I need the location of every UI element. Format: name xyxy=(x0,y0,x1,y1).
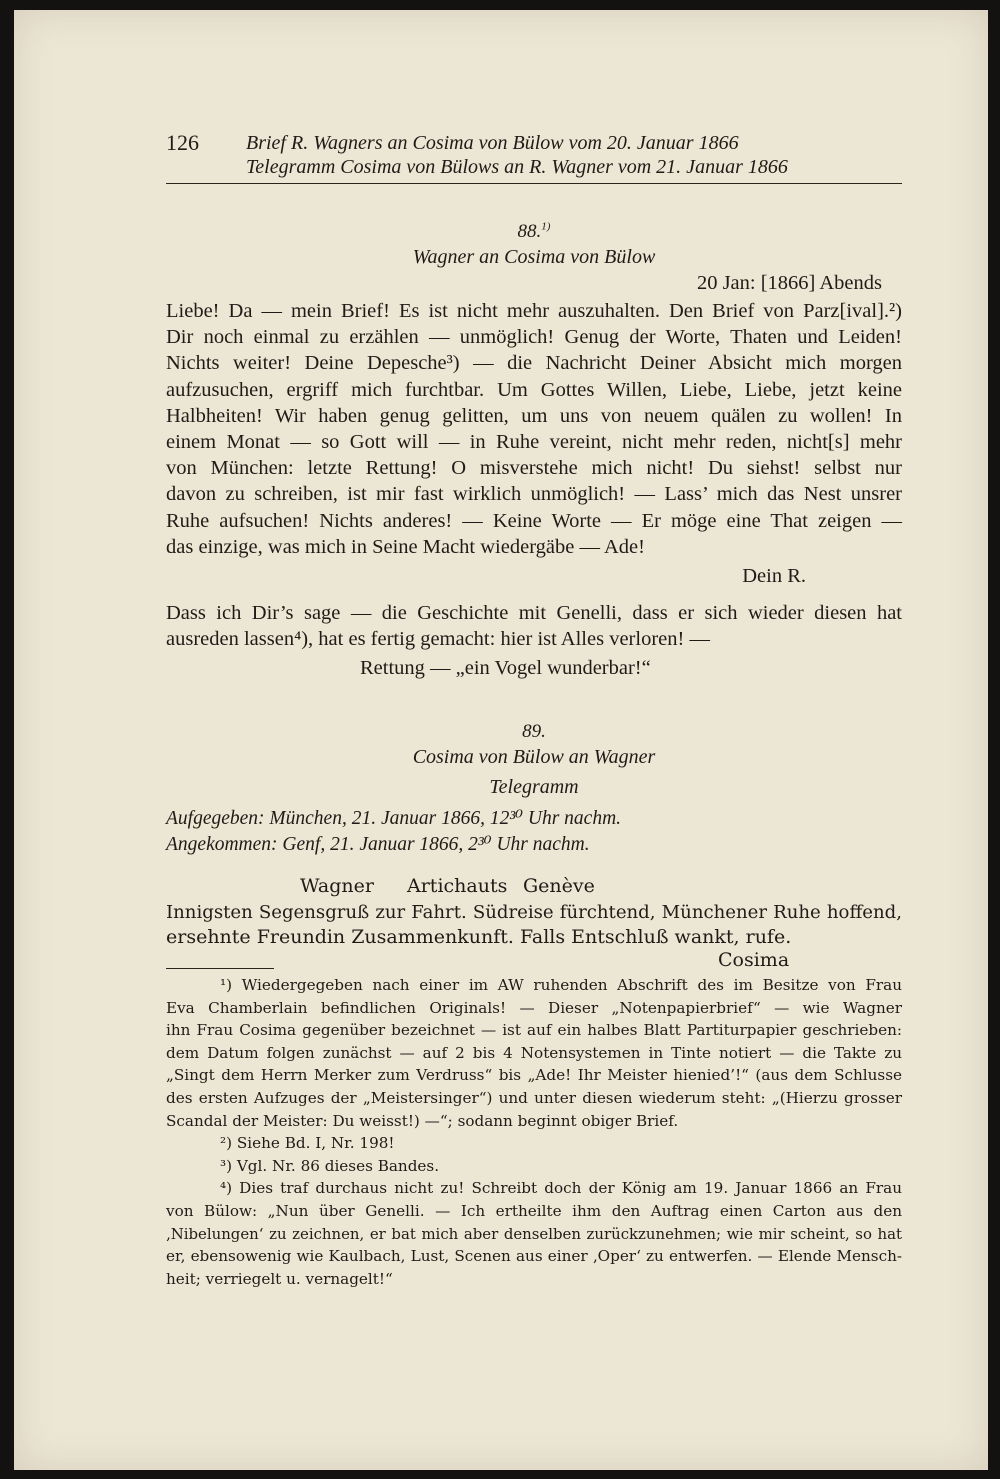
footnote-ref: 1) xyxy=(541,220,551,233)
body-line: von München: letzte Rettung! O misverstehe mich nicht! Du siehst! selbst nur xyxy=(166,457,902,480)
footnote-1-line: ihn Frau Cosima gegenüber bezeichnet — ist auf ein halbes Blatt Partiturpapier geschrieben: xyxy=(166,1021,902,1040)
letter-89-title: Cosima von Bülow an Wagner xyxy=(412,746,656,768)
footnote-1-line: ¹) Wiedergegeben nach einer im AW ruhenden Abschrift des im Besitze von Frau xyxy=(220,976,902,994)
letter-89-subtitle: Telegramm xyxy=(489,776,579,798)
footnote-1-line: dem Datum folgen zunächst — auf 2 bis 4 Notensystemen in Tinte notiert — die Takte zu xyxy=(166,1043,902,1062)
telegram-sent: Aufgegeben: München, 21. Januar 1866, 12³⁰ Uhr nachm. xyxy=(166,808,622,829)
telegram-line: Innigsten Segensgruß zur Fahrt. Südreise fürchtend, Münchener Ruhe hoffend, xyxy=(166,902,902,923)
ps-line: Dass ich Dir’s sage — die Geschichte mit Genelli, dass er sich wieder diesen hat xyxy=(166,602,902,624)
footnote-1-line: Scandal der Meister: Du weisst!) —“; sodann beginnt obiger Brief. xyxy=(166,1111,679,1130)
body-line: aufzusuchen, ergriff mich furchtbar. Um Gottes Willen, Liebe, Liebe, jetzt keine xyxy=(166,378,902,401)
telegram-address-street: Artichauts xyxy=(407,875,508,897)
footnote-1-line: Eva Chamberlain befindlichen Originals! — Dieser „Notenpapierbrief“ — wie Wagner xyxy=(166,998,902,1017)
telegram-address-name: Wagner xyxy=(300,875,374,897)
body-line: Nichts weiter! Deine Depesche³) — die Nachricht Deiner Absicht mich morgen xyxy=(166,352,902,375)
footnote-4-line: heit; verriegelt u. vernagelt!“ xyxy=(166,1269,393,1288)
ps-line: ausreden lassen⁴), hat es fertig gemacht: hier ist Alles verloren! — xyxy=(166,628,710,651)
footnote-4-line: von Bülow: „Nun über Genelli. — Ich ertheilte ihm den Auftrag einen Carton aus den xyxy=(166,1201,902,1220)
running-header-line-1: Brief R. Wagners an Cosima von Bülow vom 20. Januar 1866 xyxy=(246,132,739,154)
telegram-signature: Cosima xyxy=(718,949,790,971)
footnote-rule xyxy=(166,968,274,969)
header-rule xyxy=(166,183,902,184)
footnote-1-line: „Singt dem Herrn Merker zum Verdruss“ bis „Ade! Ihr Meister hienied’!“ (aus dem Schlusse xyxy=(166,1066,902,1085)
letter-88-signature: Dein R. xyxy=(742,565,806,587)
letter-88-title: Wagner an Cosima von Bülow xyxy=(412,246,656,268)
telegram-body xyxy=(166,900,902,950)
footnote-4-line: ⁴) Dies traf durchaus nicht zu! Schreibt doch der König am 19. Januar 1866 an Frau xyxy=(220,1179,902,1198)
body-line: Dir noch einmal zu erzählen — unmöglich! Genug der Worte, Thaten und Leiden! xyxy=(166,326,902,349)
running-header-line-2: Telegramm Cosima von Bülows an R. Wagner vom 21. Januar 1866 xyxy=(246,156,788,178)
body-line: davon zu schreiben, ist mir fast wirklich unmöglich! — Lass’ mich das Nest unsrer xyxy=(166,483,902,506)
body-line: das einzige, was mich in Seine Macht wiedergäbe — Ade! xyxy=(166,535,645,558)
letter-88-postscript xyxy=(166,600,902,652)
letter-88-closing: Rettung — „ein Vogel wunderbar!“ xyxy=(360,657,651,679)
letter-88-dateline: 20 Jan: [1866] Abends xyxy=(696,272,882,294)
telegram-received: Angekommen: Genf, 21. Januar 1866, 2³⁰ Uhr nachm. xyxy=(166,834,590,855)
telegram-line: ersehnte Freundin Zusammenkunft. Falls Entschluß wankt, rufe. xyxy=(166,926,792,948)
footnote-4-line: er, ebensowenig wie Kaulbach, Lust, Scenen aus einer ‚Oper‘ zu entwerfen. — Elende Mensch- xyxy=(166,1247,902,1266)
body-line: Liebe! Da — mein Brief! Es ist nicht mehr auszuhalten. Den Brief von Parz[ival].²) xyxy=(166,300,902,322)
letter-88-number: 88. xyxy=(517,221,542,242)
footnote-2-line: ²) Siehe Bd. I, Nr. 198! xyxy=(220,1134,395,1153)
letter-88-body xyxy=(166,298,902,560)
body-line: Ruhe aufsuchen! Nichts anderes! — Keine Worte — Er möge eine That zeigen — xyxy=(166,509,902,532)
letter-89-number: 89. xyxy=(522,721,546,742)
letter-number xyxy=(166,221,902,243)
footnote-3-line: ³) Vgl. Nr. 86 dieses Bandes. xyxy=(220,1156,440,1175)
page-number: 126 xyxy=(166,130,199,155)
body-line: Halbheiten! Wir haben genug gelitten, um uns von neuem quälen zu wollen! In xyxy=(166,404,902,427)
footnote-4-line: ‚Nibelungen‘ zu zeichnen, er bat mich aber denselben zurückzunehmen; wie mir scheint, so hat xyxy=(166,1224,902,1243)
body-line: einem Monat — so Gott will — in Ruhe vereint, nicht mehr reden, nicht[s] mehr xyxy=(166,431,902,454)
telegram-address-city: Genève xyxy=(523,875,595,897)
footnotes xyxy=(166,974,902,1290)
footnote-1-line: des ersten Aufzuges der „Meistersinger“) und unter diesen wiederum steht: „(Hierzu grosser xyxy=(166,1088,902,1107)
